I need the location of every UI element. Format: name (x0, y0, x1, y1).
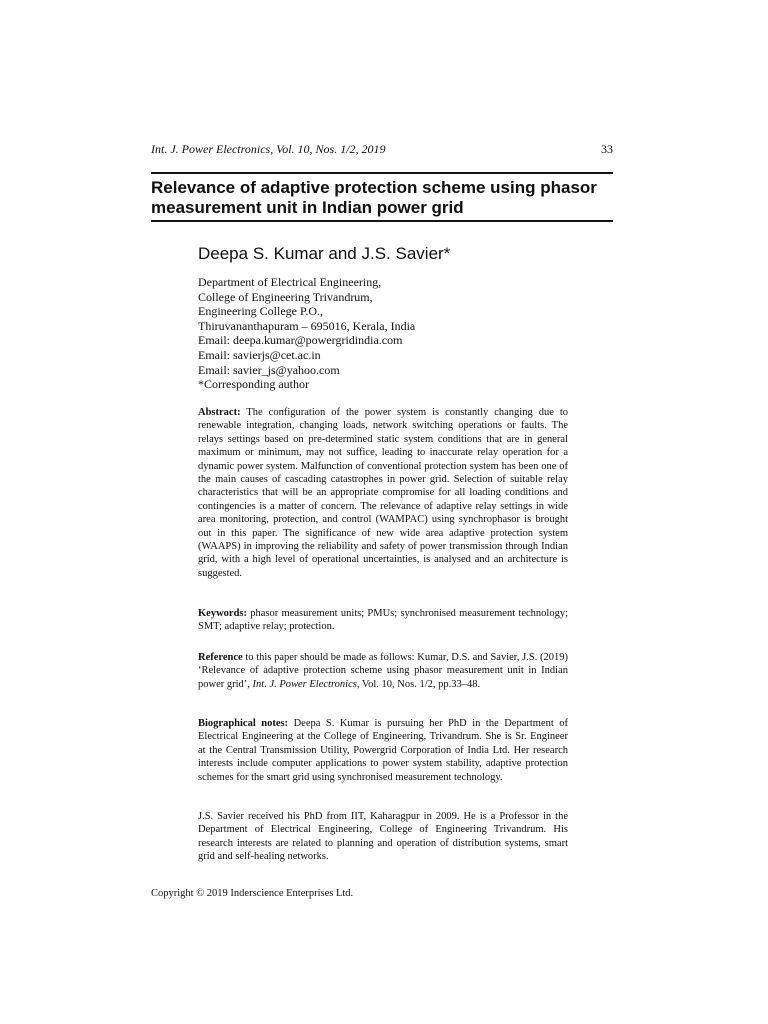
biographical-notes (198, 717, 568, 784)
abstract-text: The configuration of the power system is constantly changing due to renewable integration, changing loads, network switching operations or faults. The relays settings based on pre-determined static system conditions that are in general maximum or minimum, may not suffice, leading to inaccurate relay operation for a dynamic power system. Malfunction of conventional protection system has been one of the main causes of cascading catastrophes in power grid. Selection of suitable relay characteristics that will be an appropriate compromise for all loading conditions and contingencies is a matter of concern. The relevance of adaptive relay settings in wide area monitoring, protection, and control (WAMPAC) using synchrophasor is brought out in this paper. The significance of new wide area adaptive protection system (WAAPS) in improving the reliability and safety of power transmission through Indian grid, with a high level of operational uncertainties, is analysed and an architecture is suggested. (198, 407, 568, 579)
journal-citation: Int. J. Power Electronics, Vol. 10, Nos. 1/2, 2019 (151, 142, 386, 156)
title-top-rule (151, 172, 613, 174)
paper-title: Relevance of adaptive protection scheme using phasor measurement unit in Indian power grid (151, 178, 597, 217)
reference-volume: , Vol. 10, Nos. 1/2, pp.33–48. (356, 678, 481, 690)
reference (198, 651, 568, 691)
keywords (198, 607, 568, 634)
bio-text-savier: J.S. Savier received his PhD from IIT, Kaharagpur in 2009. He is a Professor in the Department of Electrical Engineering, College of Engineering Trivandrum. His research interests are related to planning and operation of distribution systems, smart grid and self-healing networks. (198, 811, 568, 863)
abstract-label: Abstract: (198, 407, 241, 418)
keywords-text: phasor measurement units; PMUs; synchronised measurement technology; SMT; adaptive relay; protection. (198, 608, 568, 633)
title-bottom-rule (151, 220, 613, 222)
running-header (151, 142, 613, 157)
affiliation-line: College of Engineering Trivandrum, (198, 289, 373, 304)
reference-label: Reference (198, 652, 243, 663)
corresponding-author-note: *Corresponding author (198, 377, 309, 392)
email-line: Email: savier_js@yahoo.com (198, 362, 340, 377)
email-line: Email: savierjs@cet.ac.in (198, 347, 321, 362)
bio-label: Biographical notes: (198, 718, 289, 729)
abstract (198, 406, 568, 580)
affiliation-line: Thiruvananthapuram – 695016, Kerala, India (198, 318, 416, 333)
page-number: 33 (601, 142, 613, 156)
affiliation-line: Department of Electrical Engineering, (198, 275, 382, 289)
email-line: Email: deepa.kumar@powergridindia.com (198, 333, 403, 348)
affiliation-block (198, 275, 618, 392)
affiliation-line: Engineering College P.O., (198, 304, 323, 319)
keywords-label: Keywords: (198, 608, 247, 619)
reference-journal: Int. J. Power Electronics (252, 678, 357, 690)
copyright-notice: Copyright © 2019 Inderscience Enterprises Ltd. (151, 888, 354, 899)
bio-text-kumar: Deepa S. Kumar is pursuing her PhD in the Department of Electrical Engineering at the College of Engineering, Trivandrum. She is Sr. Engineer at the Central Transmission Utility, Powergrid Corporation of India Ltd. Her research interests include computer applications to power system stability, adaptive protection schemes for the smart grid using synchronised measurement technology. (198, 718, 569, 783)
reference-text: to this paper should be made as follows: Kumar, D.S. and Savier, J.S. (2019) ‘Relevance of adaptive protection scheme using phasor measurement unit in Indian power grid’, (198, 652, 569, 690)
author-list: Deepa S. Kumar and J.S. Savier* (198, 244, 451, 263)
